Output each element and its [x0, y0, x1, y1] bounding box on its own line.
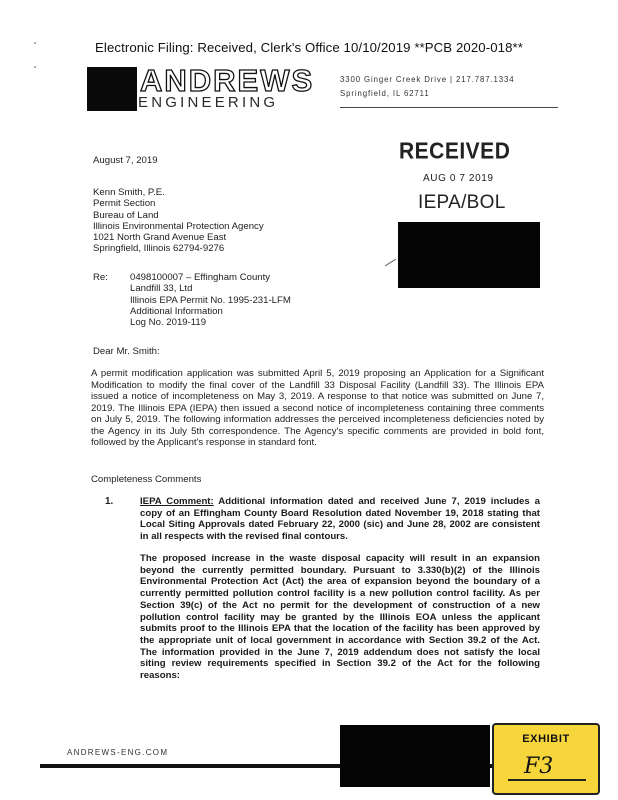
pen-mark: [385, 259, 397, 267]
comment-label: IEPA Comment:: [140, 496, 214, 507]
iepa-comment: [140, 496, 540, 543]
exhibit-underline: [508, 779, 586, 781]
iepa-comment-paragraph: The proposed increase in the waste disposal capacity will result in an expansion beyond the currently permitted boundary. Pursuant to 3.330(b)(2) of the Illinois Environmental Protection Act (Act) the area of expansion beyond the boundary of a currently permitted pollution control facility is a new pollution control facility. As per Section 39(c) of the Act no permit for the development of construction of a new pollution control facility may be granted by the Illinois EOA unless the applicant submits proof to the Illinois EPA that the location of the facility has been approved by the appropriate unit of local government in accordance with Section 39.2 of the Act. The information provided in the June 7, 2019 addendum does not satisfy the local siting review requirements specified in Section 39.2 of the Act for the following reasons:: [140, 553, 540, 682]
received-stamp-date: AUG 0 7 2019: [423, 173, 494, 184]
item-number: 1.: [105, 496, 114, 507]
salutation: Dear Mr. Smith:: [93, 346, 160, 357]
completeness-heading: Completeness Comments: [91, 474, 202, 485]
letterhead-rule: [340, 107, 558, 108]
re-line: Additional Information: [130, 305, 223, 317]
addressee-line: Springfield, Illinois 62794-9276: [93, 243, 225, 255]
scan-speck: [34, 42, 36, 44]
re-line: Landfill 33, Ltd: [130, 283, 193, 295]
redaction-box: [398, 222, 540, 288]
filing-header: Electronic Filing: Received, Clerk's Office 10/10/2019 **PCB 2020-018**: [95, 40, 523, 55]
addressee-line: Illinois Environmental Protection Agency: [93, 220, 264, 232]
addressee-line: Kenn Smith, P.E.: [93, 187, 165, 198]
address-line-1: 3300 Ginger Creek Drive | 217.787.1334: [340, 75, 515, 84]
re-line: Log No. 2019-119: [130, 317, 207, 329]
addressee-block: [93, 187, 264, 255]
addressee-line: Permit Section: [93, 198, 156, 210]
addressee-line: Bureau of Land: [93, 209, 159, 221]
intro-paragraph: A permit modification application was submitted April 5, 2019 proposing an Application for a Significant Modification to modify the final cover of the Landfill 33 Disposal Facility (Landfill 33). The Illinois EPA issued a notice of incompleteness on May 3, 2019. A response to that notice was submitted on June 7, 2019. The Illinois EPA (IEPA) then issued a second notice of incompleteness containing three comments on July 5, 2019. The following information addresses the perceived incompleteness deficiencies noted by the Agency in its July 5th correspondence. The Agency's specific comments are provided in bold font, followed by the Applicant's response in standard font.: [91, 368, 544, 448]
logo-black-block: [87, 67, 137, 111]
address-line-2: Springfield, IL 62711: [340, 89, 430, 98]
exhibit-value: F3: [524, 754, 554, 779]
scan-speck: [34, 66, 36, 68]
company-logo: ANDREWS: [140, 63, 315, 98]
exhibit-label: EXHIBIT: [522, 733, 570, 745]
comment-text: Additional information dated and received June 7, 2019 includes a copy of an Effingham County Board Resolution dated November 19, 2018 stating that Local Siting Approvals dated February 22, 2000 (sic) and June 28, 2002 are consistent in all respects with the revised final contours.: [140, 496, 540, 543]
re-label: Re:: [93, 272, 108, 283]
received-stamp-department: IEPA/BOL: [418, 192, 506, 213]
received-stamp-title: RECEIVED: [399, 138, 511, 165]
addressee-line: 1021 North Grand Avenue East: [93, 232, 227, 244]
redaction-box-footer: [340, 725, 490, 787]
footer-url: ANDREWS-ENG.COM: [67, 748, 169, 757]
re-line: 0498100007 – Effingham County: [130, 272, 271, 283]
letter-date: August 7, 2019: [93, 155, 158, 166]
exhibit-sticker: [492, 723, 600, 795]
re-line: Illinois EPA Permit No. 1995-231-LFM: [130, 294, 291, 306]
re-block: [130, 272, 291, 328]
company-subtitle: ENGINEERING: [138, 94, 279, 111]
